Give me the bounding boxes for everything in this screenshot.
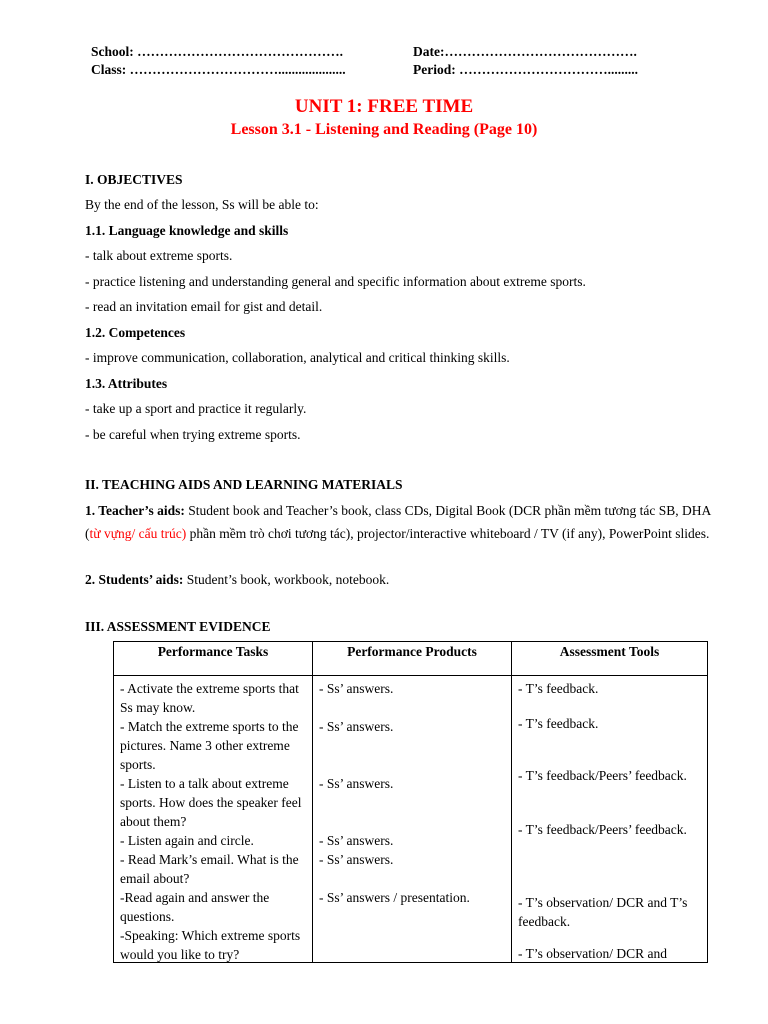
product-item: - Ss’ answers / presentation.: [319, 890, 470, 905]
product-item: - Ss’ answers.: [319, 776, 394, 791]
objective-item: - practice listening and understanding general and specific information about extreme sports.: [85, 274, 586, 289]
tool-item: - T’s feedback.: [518, 681, 599, 696]
product-item: - Ss’ answers.: [319, 719, 394, 734]
teachers-aids-red-text: từ vựng/ cấu trúc): [89, 526, 187, 541]
objectives-intro: By the end of the lesson, Ss will be able to:: [85, 197, 319, 212]
competence-item: - improve communication, collaboration, analytical and critical thinking skills.: [85, 350, 510, 365]
teachers-aids-label: 1. Teacher’s aids:: [85, 503, 185, 518]
attribute-item: - be careful when trying extreme sports.: [85, 427, 301, 442]
students-aids-paragraph: [85, 572, 389, 588]
objective-item: - talk about extreme sports.: [85, 248, 233, 263]
teaching-aids-heading: II. TEACHING AIDS AND LEARNING MATERIALS: [85, 477, 403, 492]
students-aids-label: 2. Students’ aids:: [85, 572, 184, 587]
school-field: School: ……………………………………….: [91, 44, 344, 59]
product-item: - Ss’ answers.: [319, 681, 394, 696]
tool-item: - T’s observation/ DCR and T’s feedback.: [518, 895, 688, 929]
task-item: - Listen to a talk about extreme sports. How does the speaker feel about them?: [120, 776, 302, 829]
objectives-heading: I. OBJECTIVES: [85, 172, 183, 187]
product-item: - Ss’ answers.: [319, 833, 394, 848]
table-row: [114, 676, 708, 963]
competences-heading: 1.2. Competences: [85, 325, 186, 340]
assessment-tools-cell: [512, 676, 708, 963]
assessment-heading: III. ASSESSMENT EVIDENCE: [85, 619, 271, 634]
tool-item: - T’s feedback/Peers’ feedback.: [518, 822, 687, 837]
class-field: Class: ……………………………....................: [91, 62, 346, 77]
task-item: - Match the extreme sports to the pictures. Name 3 other extreme sports.: [120, 719, 299, 772]
task-item: -Read again and answer the questions.: [120, 890, 270, 924]
period-field: Period: …………………………….........: [413, 62, 638, 77]
task-item: - Read Mark’s email. What is the email about?: [120, 852, 299, 886]
task-item: -Speaking: Which extreme sports would you like to try?: [120, 928, 301, 962]
task-item: - Activate the extreme sports that Ss may know.: [120, 681, 299, 715]
attribute-item: - take up a sport and practice it regularly.: [85, 401, 307, 416]
column-header: Performance Tasks: [114, 642, 313, 676]
attributes-heading: 1.3. Attributes: [85, 376, 168, 391]
performance-tasks-cell: [114, 676, 313, 963]
objective-item: - read an invitation email for gist and detail.: [85, 299, 323, 314]
teachers-aids-text: Student book and Teacher’s book, class CDs, Digital Book (DCR phần mềm tương tác SB, DHA (: [85, 503, 711, 541]
performance-products-cell: [313, 676, 512, 963]
tool-item: - T’s feedback.: [518, 716, 599, 731]
date-field: Date:…………………………………….: [413, 44, 637, 59]
unit-title: UNIT 1: FREE TIME: [294, 96, 474, 117]
task-item: - Listen again and circle.: [120, 833, 254, 848]
teachers-aids-text-end: phần mềm trò chơi tương tác), projector/interactive whiteboard / TV (if any), PowerPoint slides.: [186, 526, 710, 541]
column-header: Assessment Tools: [512, 642, 708, 676]
column-header: Performance Products: [313, 642, 512, 676]
assessment-table: [113, 641, 708, 963]
table-header-row: [114, 642, 708, 676]
product-item: - Ss’ answers.: [319, 852, 394, 867]
language-knowledge-heading: 1.1. Language knowledge and skills: [85, 223, 289, 238]
lesson-title: Lesson 3.1 - Listening and Reading (Page 10): [230, 121, 538, 138]
tool-item: - T’s feedback/Peers’ feedback.: [518, 768, 687, 783]
teachers-aids-paragraph: [85, 499, 725, 545]
tool-item: - T’s observation/ DCR and: [518, 946, 667, 961]
students-aids-text: Student’s book, workbook, notebook.: [183, 572, 390, 587]
